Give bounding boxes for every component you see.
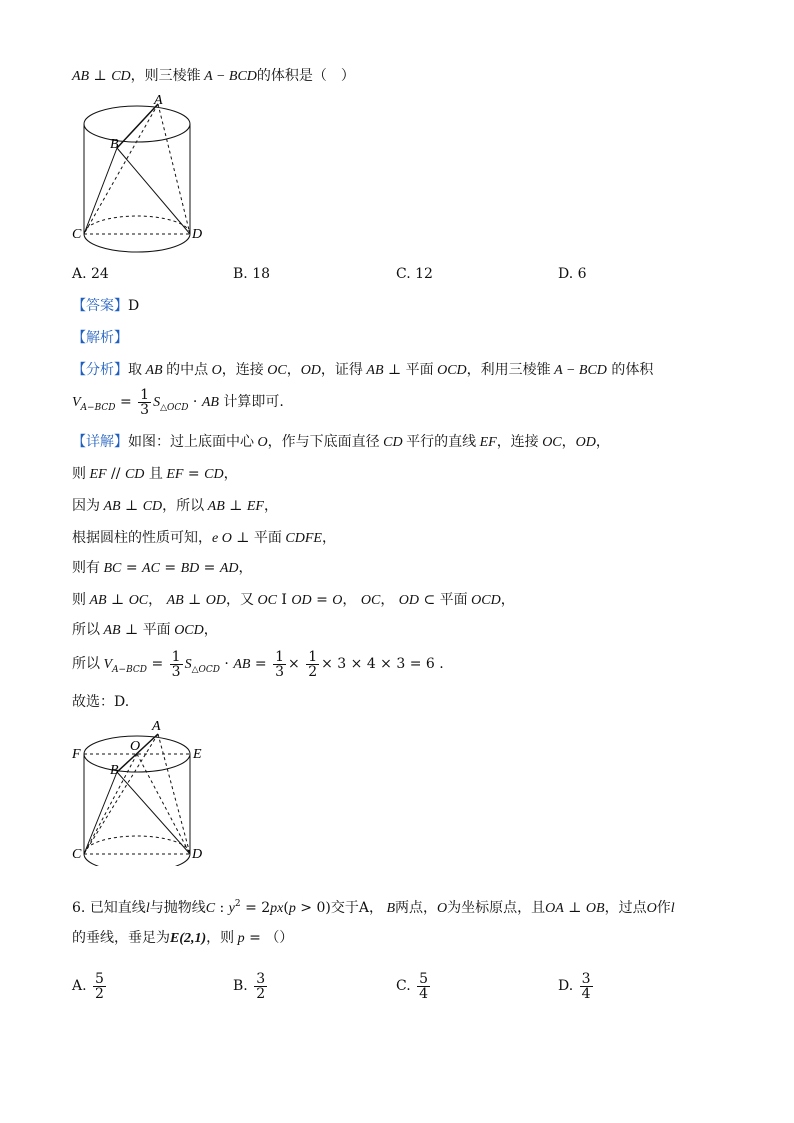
fig1-label-c: C [72, 227, 82, 242]
q6-option-a[interactable]: A. $\frac{5}{2}$ [72, 970, 104, 1002]
fig2-label-d: D [192, 847, 203, 862]
fenxi-line-2: $V_{A-BCD}$ = $\frac{1}{3}$ $S_{\triangle OCD}$ · AB 计算即可. [72, 386, 284, 418]
xiangjie-line-1: 【详解】如图：过上底面中心 O，作与下底面直径 CD 平行的直线 EF，连接 OC，OD， [72, 434, 610, 450]
answer-line [72, 296, 139, 316]
xiangjie-line-6: 则 AB ⊥ OC， AB ⊥ OD，又 OC I OD = O， OC， OD ⊂ 平面 OCD， [72, 592, 515, 608]
q5-option-c[interactable]: C. 12 [396, 266, 433, 282]
analysis-heading: 【解析】 [72, 330, 128, 346]
fig2-label-b: B [110, 763, 119, 778]
q5-option-d[interactable]: D. 6 [558, 266, 587, 282]
q5-stem: AB ⊥ CD，则三棱锥 A − BCD的体积是（ ） [72, 68, 355, 84]
q5-option-a[interactable]: A. 24 [72, 266, 109, 282]
q6-option-d[interactable]: D. $\frac{3}{4}$ [558, 970, 591, 1002]
q6-option-c[interactable]: C. $\frac{5}{4}$ [396, 970, 429, 1002]
answer-value: D [128, 298, 140, 314]
q6-number: 6. [72, 900, 86, 916]
answer-label: 【答案】 [72, 298, 128, 314]
fig2-label-a: A [152, 719, 161, 734]
xiangjie-line-4: 根据圆柱的性质可知，e O ⊥ 平面 CDFE， [72, 530, 336, 546]
fig2-label-o: O [130, 739, 141, 754]
fig2-label-e: E [193, 747, 202, 762]
fig1-label-d: D [192, 227, 203, 242]
xiangjie-line-2: 则 EF // CD 且 EF = CD， [72, 466, 238, 482]
point-e: E(2,1) [170, 931, 207, 946]
fig1-label-a: A [154, 93, 163, 108]
q6-stem-line-2: 的垂线，垂足为E(2,1)，则 p = （） [72, 930, 294, 946]
q5-option-b[interactable]: B. 18 [233, 266, 271, 282]
fig1-label-b: B [110, 137, 119, 152]
cylinder-figure-1 [70, 92, 210, 264]
xiangjie-line-5: 则有 BC = AC = BD = AD， [72, 560, 253, 576]
q6-stem-line-1: 6. 已知直线l与抛物线C : $y^2 = 2px(p > 0)$交于A， B两点，O为坐标原点，且OA ⊥ OB，过点O作l [72, 899, 675, 916]
q6-option-b[interactable]: B. $\frac{3}{2}$ [233, 970, 266, 1002]
fenxi-line-1: 【分析】取 AB 的中点 O，连接 OC，OD，证得 AB ⊥ 平面 OCD，利用三棱锥 A − BCD 的体积 [72, 362, 654, 378]
cylinder-figure-2 [70, 716, 210, 866]
xiangjie-line-9: 故选：D. [72, 694, 130, 710]
xiangjie-line-3: 因为 AB ⊥ CD，所以 AB ⊥ EF， [72, 498, 278, 514]
xiangjie-line-8: 所以 $V_{A-BCD}$ = $\frac{1}{3}$ $S_{\triangle OCD}$ · AB = $\frac{1}{3}$ × $\frac{1}{2}$ × 3 × 4 × 3 = 6 . [72, 648, 444, 680]
fig2-label-c: C [72, 847, 82, 862]
xiangjie-line-7: 所以 AB ⊥ 平面 OCD， [72, 622, 218, 638]
fig2-label-f: F [72, 747, 81, 762]
